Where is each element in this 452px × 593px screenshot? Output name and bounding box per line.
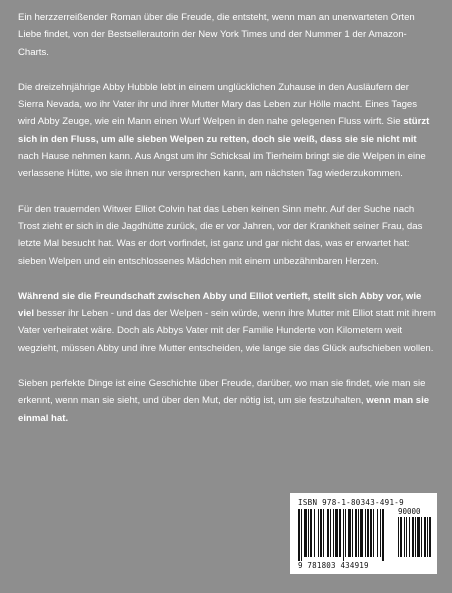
blurb-p2-bold: stürzt sich in den Fluss, um alle sieben Welpen zu retten, doch sie weiß, dass sie sie nicht mit	[18, 116, 430, 145]
barcode-number: 9 781803 434919	[298, 561, 369, 570]
blurb-paragraph-1: Ein herzzerreißender Roman über die Freude, die entsteht, wenn man an unerwarteten Orten Liebe findet, von der Bestsellerautorin der New York Times und der Nummer 1 der Amazon-Charts.	[18, 12, 415, 58]
blurb-paragraph-4	[18, 288, 436, 357]
blurb-paragraph-2	[18, 79, 436, 183]
blurb-p2-end: nach Hause nehmen kann. Aus Angst um ihr Schicksal im Tierheim bringt sie die Welpen in eine verlassene Hütte, wo sie ihnen nur versprechen kann, am nächsten Tag wiederzukommen.	[18, 151, 426, 180]
blurb-p2-text: Die dreizehnjährige Abby Hubble lebt in einem unglücklichen Zuhause in den Ausläufern der Sierra Nevada, wo ihr Vater ihr und ihrer Mutter Mary das Leben zur Hölle macht. Eines Tages wird Abby Zeuge, wie ein Mann einen Wurf Welpen in den nahe gelegenen Fluss wirft. Sie	[18, 81, 418, 128]
isbn-label: ISBN 978-1-80343-491-9	[298, 498, 404, 507]
barcode-bars	[296, 507, 432, 561]
blurb-p4-bold: Während sie die Freundschaft zwischen Abby und Elliot vertieft, stellt sich Abby vor, wie viel	[18, 290, 422, 320]
blurb-paragraph-5	[18, 375, 436, 427]
blurb-p5-bold: wenn man sie einmal hat.	[18, 395, 430, 424]
barcode-addon-number: 90000	[398, 507, 421, 516]
blurb-p4-end: besser ihr Leben - und das der Welpen - sein würde, wenn ihre Mutter mit Elliot statt mit ihrem Vater verheiratet wäre. Doch als Abbys Vater mit der Familie Hunderte von Kilometern weit wegzieht, müssen Abby und ihre Mutter entscheiden, wie lange sie das Glück aufschieben wollen.	[18, 308, 436, 354]
isbn-barcode	[290, 493, 437, 574]
blurb-paragraph-3: Für den trauernden Witwer Elliot Colvin hat das Leben keinen Sinn mehr. Auf der Suche nach Trost zieht er sich in die Jagdhütte zurück, die er vor Jahren, vor der Krankheit seiner Frau, das letzte Mal besucht hat. Was er dort vorfindet, ist ganz und gar nicht das, was er erwartet hat: sieben Welpen und ein entschlossenes Mädchen mit einem unbezähmbaren Herzen.	[18, 203, 423, 267]
blurb-text	[18, 9, 436, 445]
blurb-p5-text: Sieben perfekte Dinge ist eine Geschichte über Freude, darüber, wo man sie findet, wie man sie erkennt, wenn man sie sieht, und über den Mut, der nötig ist, um sie festzuhalten,	[18, 378, 426, 407]
